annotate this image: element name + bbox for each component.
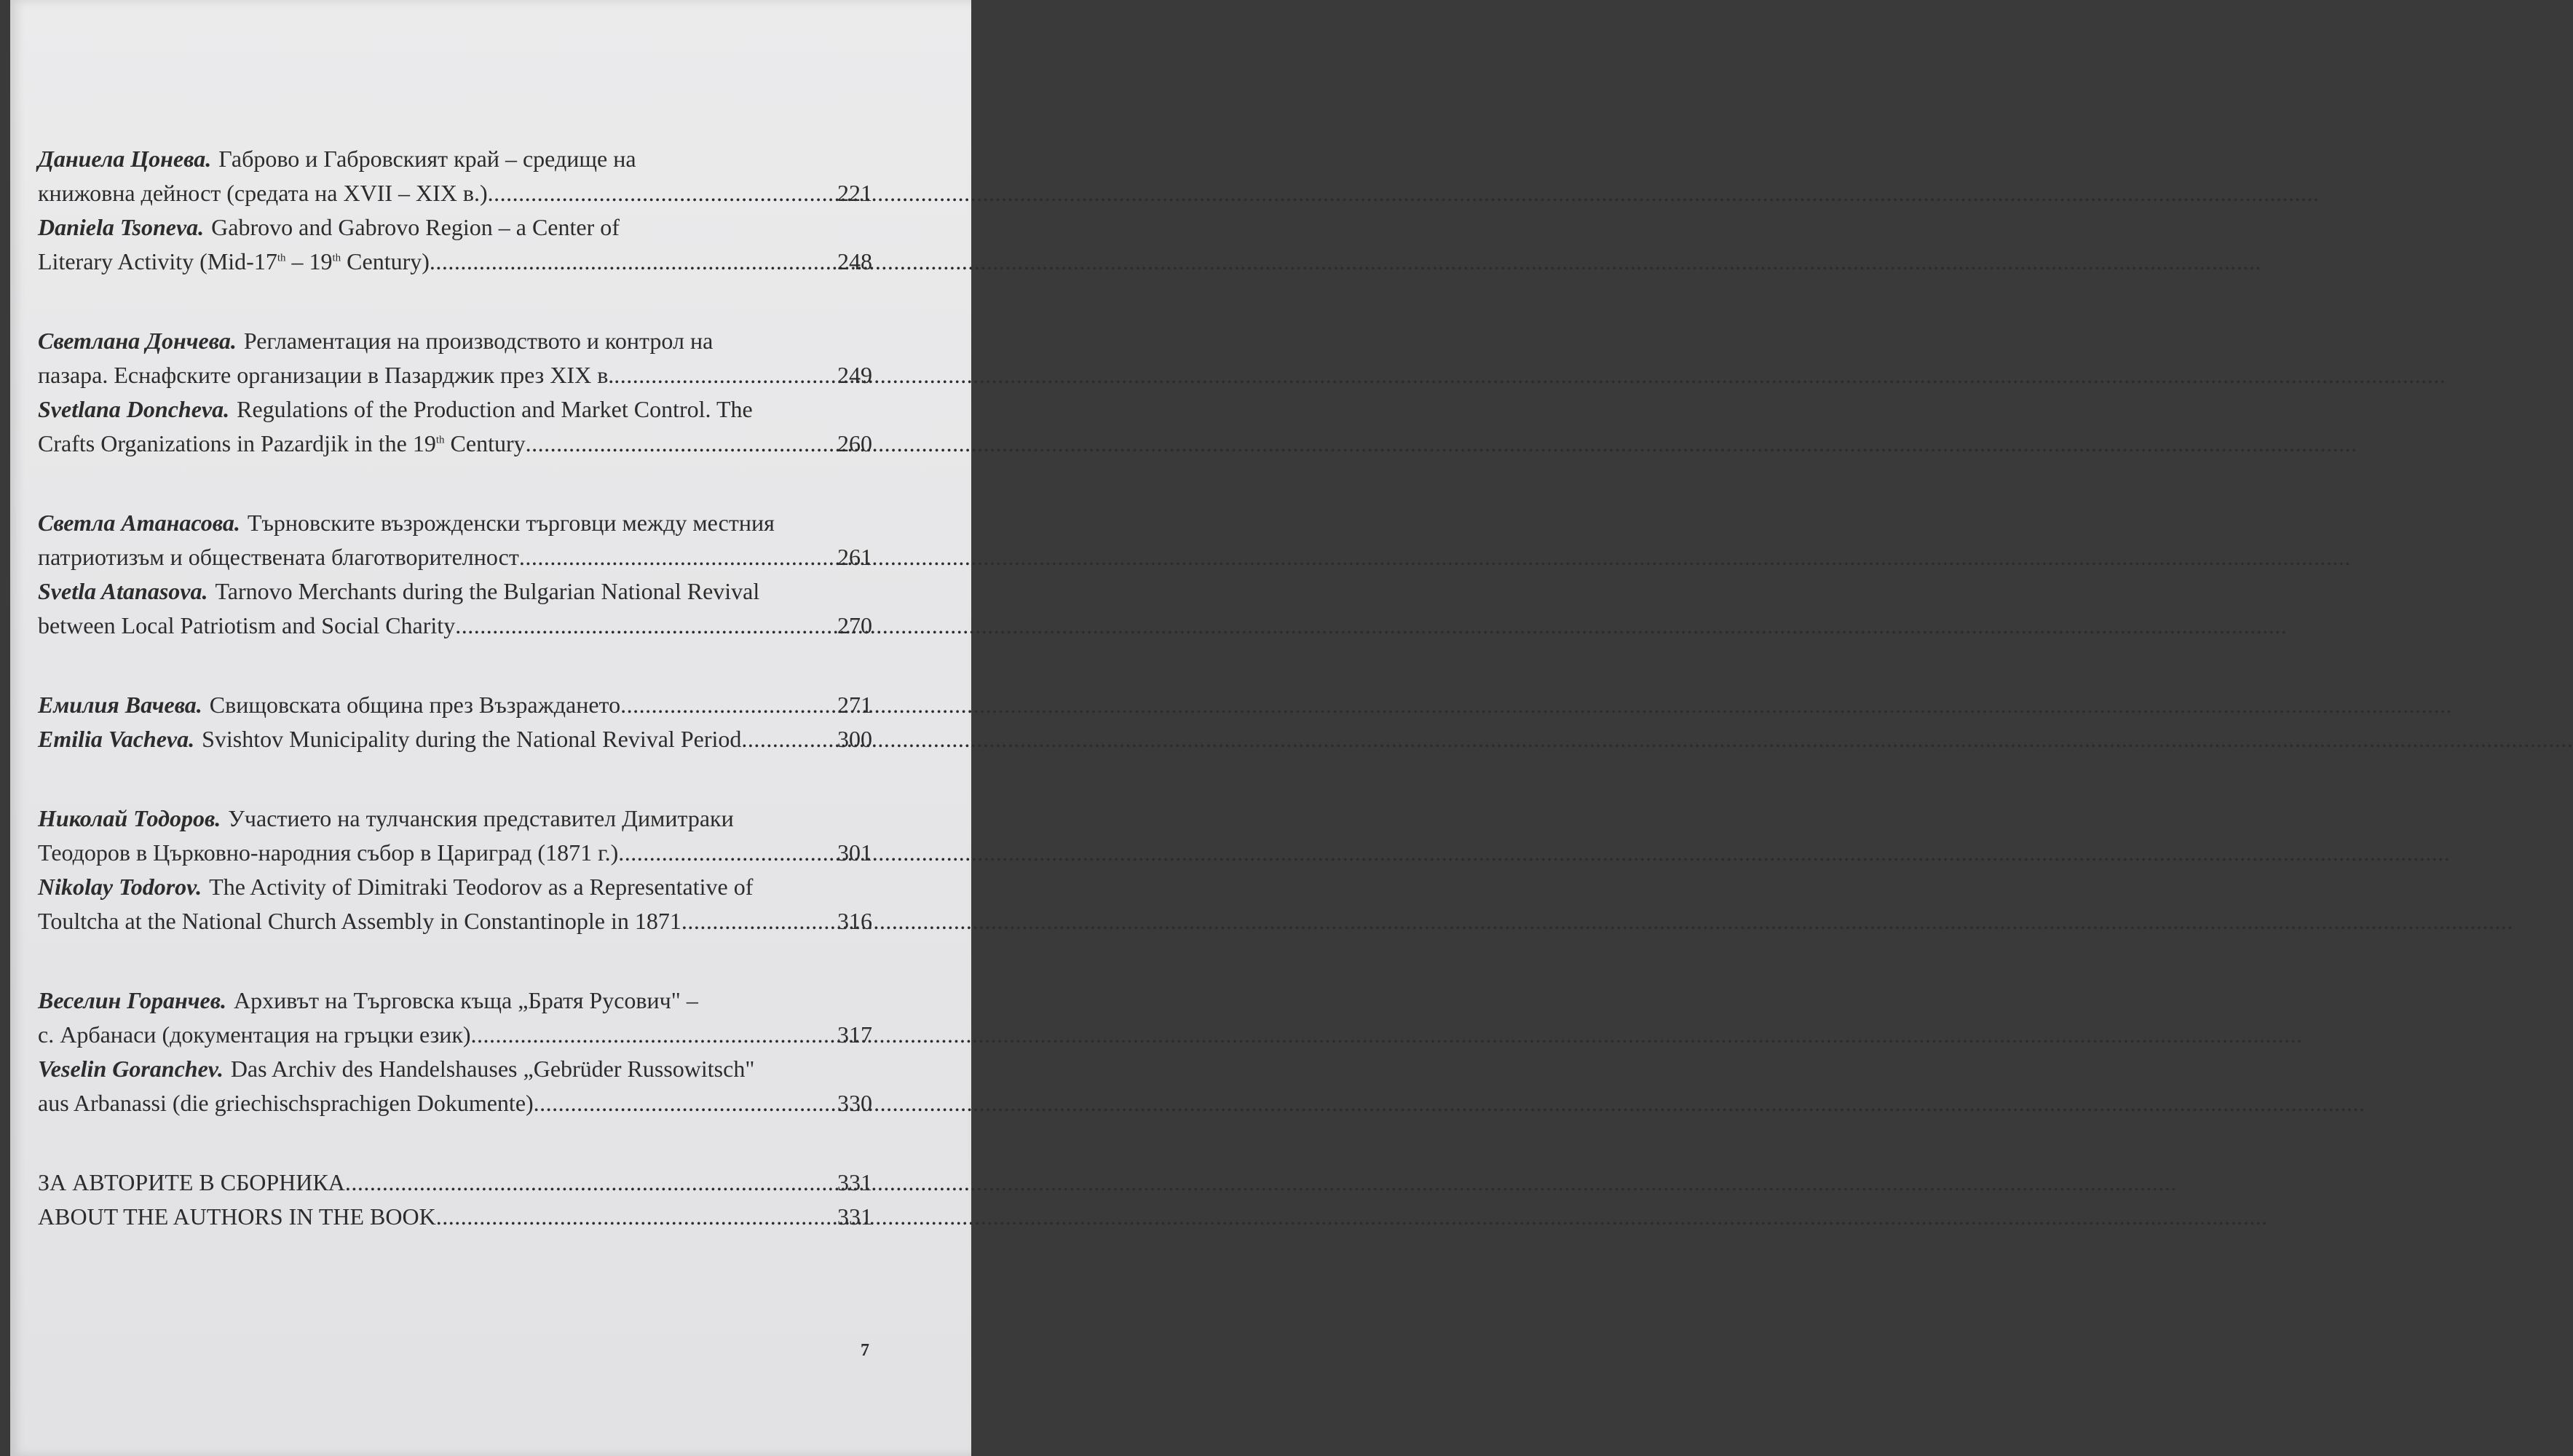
author-name: Nikolay Todorov. — [38, 874, 202, 900]
toc-entry — [38, 688, 872, 756]
author-name: Svetla Atanasova. — [38, 578, 208, 604]
article-title: The Activity of Dimitraki Teodorov as a Representative of — [209, 874, 754, 900]
page-number: 248 — [837, 248, 872, 274]
toc-line — [38, 722, 872, 756]
toc-line — [38, 609, 872, 643]
author-name: Даниела Цонева. — [38, 146, 212, 172]
toc-line — [38, 1166, 872, 1200]
page-number: 271 — [837, 692, 872, 718]
dot-leader — [436, 1200, 836, 1234]
dot-leader — [345, 1166, 836, 1200]
author-name: Veselin Goranchev. — [38, 1056, 224, 1082]
article-title: Участието на тулчанския представител Димитраки — [228, 805, 734, 831]
dot-leader — [471, 1018, 836, 1052]
toc-line — [38, 358, 872, 392]
toc-line — [38, 688, 872, 722]
dot-leader — [519, 540, 836, 574]
toc-line — [38, 1086, 872, 1120]
author-name: Светлана Дончева. — [38, 328, 237, 354]
toc-line — [38, 540, 872, 574]
page-number: 249 — [837, 362, 872, 388]
page-number: 317 — [837, 1021, 872, 1048]
toc-line — [38, 210, 872, 245]
article-title: книжовна дейност (средата на XVII – XIX в.) — [38, 180, 488, 206]
article-title: Svishtov Municipality during the National Revival Period — [202, 726, 742, 752]
toc-line — [38, 836, 872, 870]
article-title: Свищовската община през Възраждането — [209, 692, 621, 718]
article-title: Das Archiv des Handelshauses „Gebrüder Russowitsch" — [230, 1056, 755, 1082]
dot-leader — [620, 688, 836, 722]
dot-leader — [526, 427, 836, 461]
toc-line — [38, 324, 872, 358]
page-number: 330 — [837, 1090, 872, 1116]
toc-entry — [38, 506, 872, 643]
dot-leader — [681, 904, 836, 938]
dot-leader — [488, 176, 836, 210]
section-title: ABOUT THE AUTHORS IN THE BOOK — [38, 1203, 436, 1230]
toc-entry — [38, 984, 872, 1120]
dot-leader — [618, 836, 836, 870]
author-name: Daniela Tsoneva. — [38, 214, 205, 240]
toc-line — [38, 870, 872, 904]
page-number: 316 — [837, 908, 872, 934]
article-title: Literary Activity (Mid-17th – 19th Century) — [38, 248, 430, 274]
toc-line — [38, 427, 872, 461]
page-number: 300 — [837, 726, 872, 752]
article-title: Toultcha at the National Church Assembly in Constantinople in 1871 — [38, 908, 681, 934]
author-name: Emilia Vacheva. — [38, 726, 195, 752]
section-title: ЗА АВТОРИТЕ В СБОРНИКА — [38, 1169, 345, 1195]
article-title: Теодоров в Църковно-народния събор в Цариград (1871 г.) — [38, 839, 619, 866]
article-title: Gabrovo and Gabrovo Region – a Center of — [211, 214, 620, 240]
page-number: 331 — [837, 1203, 872, 1230]
author-name: Светла Атанасова. — [38, 510, 240, 536]
toc-line — [38, 984, 872, 1018]
toc-line — [38, 245, 872, 279]
article-title: с. Арбанаси (документация на гръцки език) — [38, 1021, 471, 1048]
page-number: 301 — [837, 839, 872, 866]
toc-line — [38, 1200, 872, 1234]
toc-line — [38, 802, 872, 836]
toc-line — [38, 574, 872, 609]
author-name: Веселин Горанчев. — [38, 987, 227, 1013]
article-title: Регламентация на производството и контрол на — [243, 328, 714, 354]
page-number: 221 — [837, 180, 872, 206]
dot-leader — [455, 609, 836, 643]
dot-leader — [430, 245, 836, 279]
toc-entry-authors — [38, 1166, 872, 1234]
toc-entry — [38, 324, 872, 461]
toc-line — [38, 142, 872, 176]
author-name: Svetlana Doncheva. — [38, 396, 230, 422]
author-name: Николай Тодоров. — [38, 805, 221, 831]
book-page — [10, 0, 971, 1456]
article-title: патриотизъм и обществената благотворителност — [38, 544, 519, 570]
toc-entry — [38, 802, 872, 938]
article-title: Crafts Organizations in Pazardjik in the 19th Century — [38, 430, 526, 456]
toc-entry — [38, 142, 872, 279]
toc-line — [38, 1018, 872, 1052]
toc-line — [38, 904, 872, 938]
article-title: aus Arbanassi (die griechischsprachigen Dokumente) — [38, 1090, 534, 1116]
toc-line — [38, 506, 872, 540]
toc-line — [38, 1052, 872, 1086]
article-title: Tarnovo Merchants during the Bulgarian National Revival — [215, 578, 760, 604]
author-name: Емилия Вачева. — [38, 692, 202, 718]
toc-line — [38, 392, 872, 427]
table-of-contents — [38, 142, 872, 1234]
page-number: 261 — [837, 544, 872, 570]
article-title: Търновските възрожденски търговци между местния — [247, 510, 775, 536]
dot-leader — [614, 358, 836, 392]
page-folio-number: 7 — [861, 1341, 869, 1360]
article-title: Regulations of the Production and Market Control. The — [237, 396, 753, 422]
article-title: пазара. Еснафските организации в Пазарджик през XIX в. — [38, 362, 614, 388]
page-number: 331 — [837, 1169, 872, 1195]
article-title: Габрово и Габровският край – средище на — [218, 146, 636, 172]
dot-leader — [741, 722, 836, 756]
article-title: Архивът на Търговска къща „Братя Русович" – — [234, 987, 698, 1013]
toc-line — [38, 176, 872, 210]
article-title: between Local Patriotism and Social Charity — [38, 612, 456, 638]
page-number: 260 — [837, 430, 872, 456]
dot-leader — [534, 1086, 836, 1120]
page-number: 270 — [837, 612, 872, 638]
